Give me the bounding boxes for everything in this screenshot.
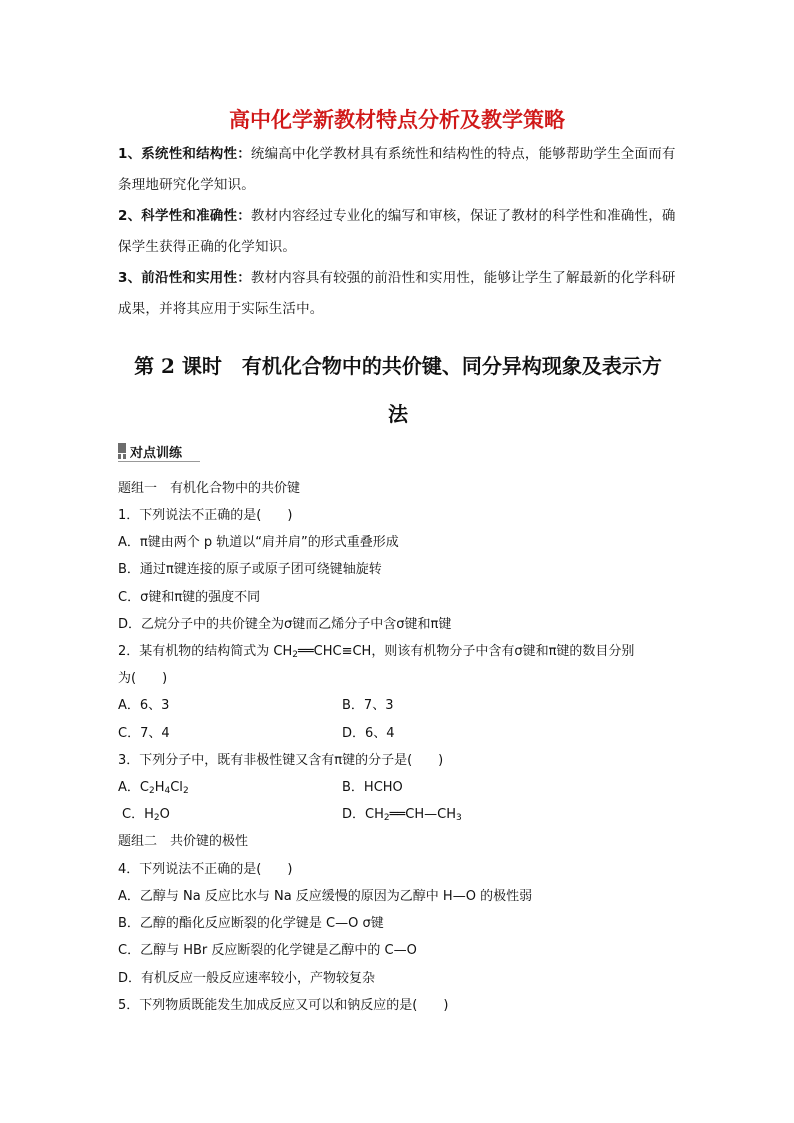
intro-item-1-text: 统编高中化学教材具有系统性和结构性的特点，能够帮助学生全面而有条理地研究化学知识。	[118, 146, 676, 193]
q3-d-sub-1: 2	[383, 813, 390, 823]
intro-item-1-heading: 1、系统性和结构性：	[118, 146, 251, 162]
section-marker-icon	[118, 443, 126, 459]
q3-a-sub-2: 4	[164, 786, 171, 796]
q5-stem: 5．下列物质既能发生加成反应又可以和钠反应的是( )	[118, 998, 449, 1013]
q3-c-1: C．H	[122, 807, 154, 822]
q4-option-c: C．乙醇与 HBr 反应断裂的化学键是乙醇中的 C—O	[118, 943, 417, 958]
intro-item-2	[118, 201, 688, 263]
q1-option-b: B．通过π键连接的原子或原子团可绕键轴旋转	[118, 562, 382, 577]
group-1-title: 题组一 有机化合物中的共价键	[118, 481, 301, 496]
q2-option-d: D．6、4	[342, 726, 395, 741]
q2-stem	[118, 642, 634, 662]
q3-option-c	[122, 805, 170, 825]
intro-item-2-heading: 2、科学性和准确性：	[118, 208, 251, 224]
page-title: 高中化学新教材特点分析及教学策略	[229, 108, 565, 132]
q3-c-2: O	[159, 807, 170, 822]
q2-stem-line-2: 为( )	[118, 671, 168, 686]
q3-c-sub-1: 2	[153, 813, 160, 823]
q2-option-a: A．6、3	[118, 698, 170, 713]
q3-option-b: B．HCHO	[342, 780, 403, 795]
q3-option-a	[118, 778, 189, 798]
intro-item-2-text: 教材内容经过专业化的编写和审核，保证了教材的科学性和准确性，确保学生获得正确的化学知识。	[118, 208, 676, 255]
q2-option-b: B．7、3	[342, 698, 394, 713]
q2-option-c: C．7、4	[118, 726, 170, 741]
q3-a-sub-1: 2	[148, 786, 155, 796]
q4-option-a: A．乙醇与 Na 反应比水与 Na 反应缓慢的原因为乙醇中 H—O 的极性弱	[118, 889, 533, 904]
q1-stem: 1．下列说法不正确的是( )	[118, 508, 293, 523]
lesson-title	[118, 342, 678, 438]
q4-stem: 4．下列说法不正确的是( )	[118, 862, 293, 877]
lesson-title-line-2: 法	[388, 402, 408, 426]
q3-a-2: H	[154, 780, 165, 795]
lesson-title-line-1: 第 2 课时 有机化合物中的共价键、同分异构现象及表示方	[134, 354, 662, 378]
q2-stem-post: ══CHC≡CH，则该有机物分子中含有σ键和π键的数目分别	[298, 644, 635, 659]
q4-option-d: D．有机反应一般反应速率较小，产物较复杂	[118, 971, 376, 986]
intro-item-3-heading: 3、前沿性和实用性：	[118, 270, 251, 286]
section-header	[118, 441, 182, 461]
q4-option-b: B．乙醇的酯化反应断裂的化学键是 C—O σ键	[118, 916, 384, 931]
q3-d-2: ══CH—CH	[389, 807, 456, 822]
intro-item-3-text: 教材内容具有较强的前沿性和实用性，能够让学生了解最新的化学科研成果，并将其应用于实际生活中。	[118, 270, 676, 317]
q3-d-1: D．CH	[342, 807, 384, 822]
q1-option-c: C．σ键和π键的强度不同	[118, 590, 261, 605]
q3-stem: 3．下列分子中，既有非极性键又含有π键的分子是( )	[118, 753, 444, 768]
q3-option-d	[342, 805, 462, 825]
q1-option-a: A．π键由两个 p 轨道以“肩并肩”的形式重叠形成	[118, 535, 399, 550]
section-underline	[118, 461, 200, 462]
intro-item-1	[118, 139, 688, 201]
q3-a-3: Cl	[170, 780, 183, 795]
intro-item-3	[118, 263, 688, 325]
q3-a-sub-3: 2	[182, 786, 189, 796]
q2-stem-pre: 2．某有机物的结构简式为 CH	[118, 644, 293, 659]
q2-stem-sub: 2	[292, 650, 298, 660]
q3-a-1: A．C	[118, 780, 149, 795]
section-label: 对点训练	[130, 445, 183, 461]
q1-option-d: D．乙烷分子中的共价键全为σ键而乙烯分子中含σ键和π键	[118, 617, 452, 632]
q3-d-sub-2: 3	[455, 813, 462, 823]
group-2-title: 题组二 共价键的极性	[118, 834, 249, 849]
